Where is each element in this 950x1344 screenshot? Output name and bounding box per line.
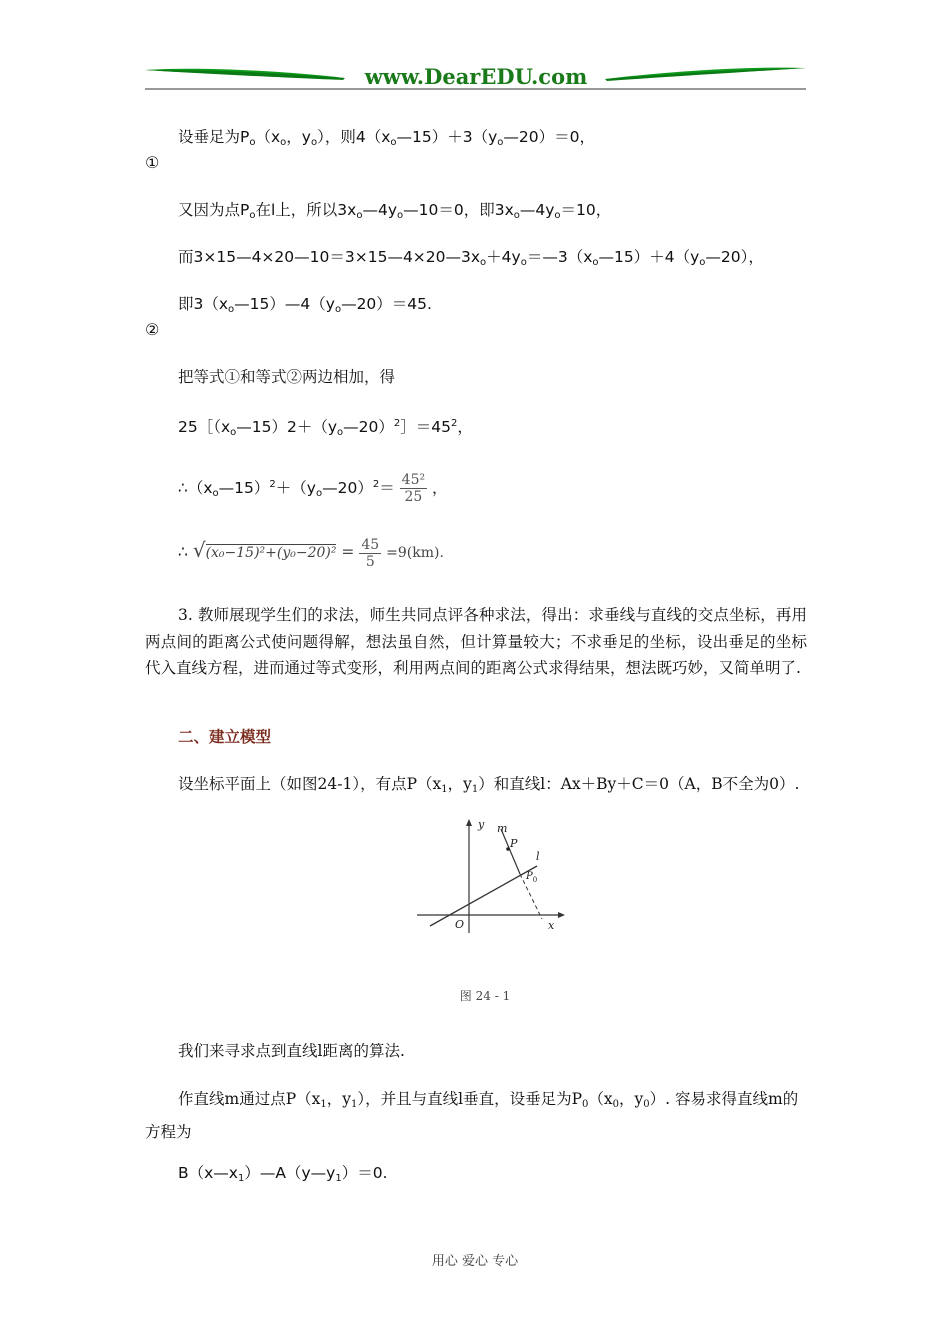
- coordinate-diagram: [415, 815, 575, 935]
- sqrt-icon: √: [192, 538, 206, 562]
- equation-line-4: 即$3(x_o—15)—4(y_o—20)=45$.: [178, 295, 432, 315]
- label-O: O: [455, 918, 465, 931]
- equation-marker-1: ①: [145, 153, 160, 172]
- equation-marker-2: ②: [145, 320, 160, 339]
- equation-line-1: 设垂足为$P_o(x_o$，$y_o$），则$4(x_o—15)+3(y_o—20)=0$，: [178, 128, 596, 148]
- equation-line-8: ∴ √(x₀−15)²+(y₀−20)² = $\frac{45}{5}$ =9(km).: [178, 536, 444, 570]
- page-header: [145, 60, 806, 92]
- label-P0: $P_0$: [526, 871, 538, 884]
- text-line-11: 作直线m通过点$P(x_1$，$y_1$），并且与直线l垂直，设垂足为$P_0(x_0$，$y_0$）. 容易求得直线m的方程为: [145, 1090, 799, 1141]
- x-axis-arrow-icon: [558, 912, 565, 918]
- equation-line-7: $\therefore(x_o—15)^2+(y_o—20)^2=$ $\frac{\text{45²}}{25}$ ，: [178, 472, 448, 505]
- label-x: x: [548, 919, 555, 932]
- label-l: l: [536, 850, 540, 863]
- page-footer: 用心 爱心 专心: [431, 1254, 519, 1269]
- text-line-5: 把等式①和等式②两边相加，得: [178, 368, 396, 386]
- fraction-45sq-over-25: $\frac{\text{45²}}{25}$: [401, 472, 426, 505]
- site-title: www.DearEDU.com: [364, 64, 588, 89]
- fraction-45-over-5: $\frac{45}{5}$: [361, 536, 380, 570]
- y-axis-arrow-icon: [466, 819, 472, 826]
- equation-line-12: $B(x—x_1)—A(y—y_1)=0$.: [178, 1164, 388, 1184]
- equation-line-6: $25[(x_o—15)2+(y_o—20)^2]=45^2$，: [178, 418, 473, 438]
- figure-24-1: [415, 815, 575, 935]
- figure-caption: 图 24 - 1: [459, 989, 511, 1003]
- text-line-9: 设坐标平面上（如图24-1），有点$P(x_1$，$y_1$）和直线l：Ax＋By＋C＝0（A，B不全为0）.: [178, 775, 800, 795]
- text-line-10: 我们来寻求点到直线l距离的算法.: [178, 1042, 405, 1060]
- equation-line-3: 而$3\times 15—4\times 20—10=3\times 15—4\times 20—3x_o+4y_o=—3(x_o—15)+4(y_o—20)$，: [178, 248, 764, 268]
- equation-line-2: 又因为点$P_o$在l上，所以$3x_o—4y_o—10=0$，即$3x_o—4y_o=10$，: [178, 201, 612, 221]
- line-m-solid: [501, 829, 520, 874]
- header-banner: [145, 60, 806, 92]
- paragraph-3: 3. 教师展现学生们的求法，师生共同点评各种求法，得出：求垂线与直线的交点坐标，再用两点间的距离公式使问题得解，想法虽自然，但计算量较大；不求垂足的坐标，设出垂足的坐标代入直线方程，进而通过等式变形，利用两点间的距离公式求得结果，想法既巧妙，又简单明了.: [145, 606, 807, 677]
- section-heading: 二、建立模型: [178, 727, 272, 746]
- label-m: m: [497, 822, 508, 835]
- label-P: P: [510, 837, 518, 850]
- label-y: y: [478, 818, 485, 831]
